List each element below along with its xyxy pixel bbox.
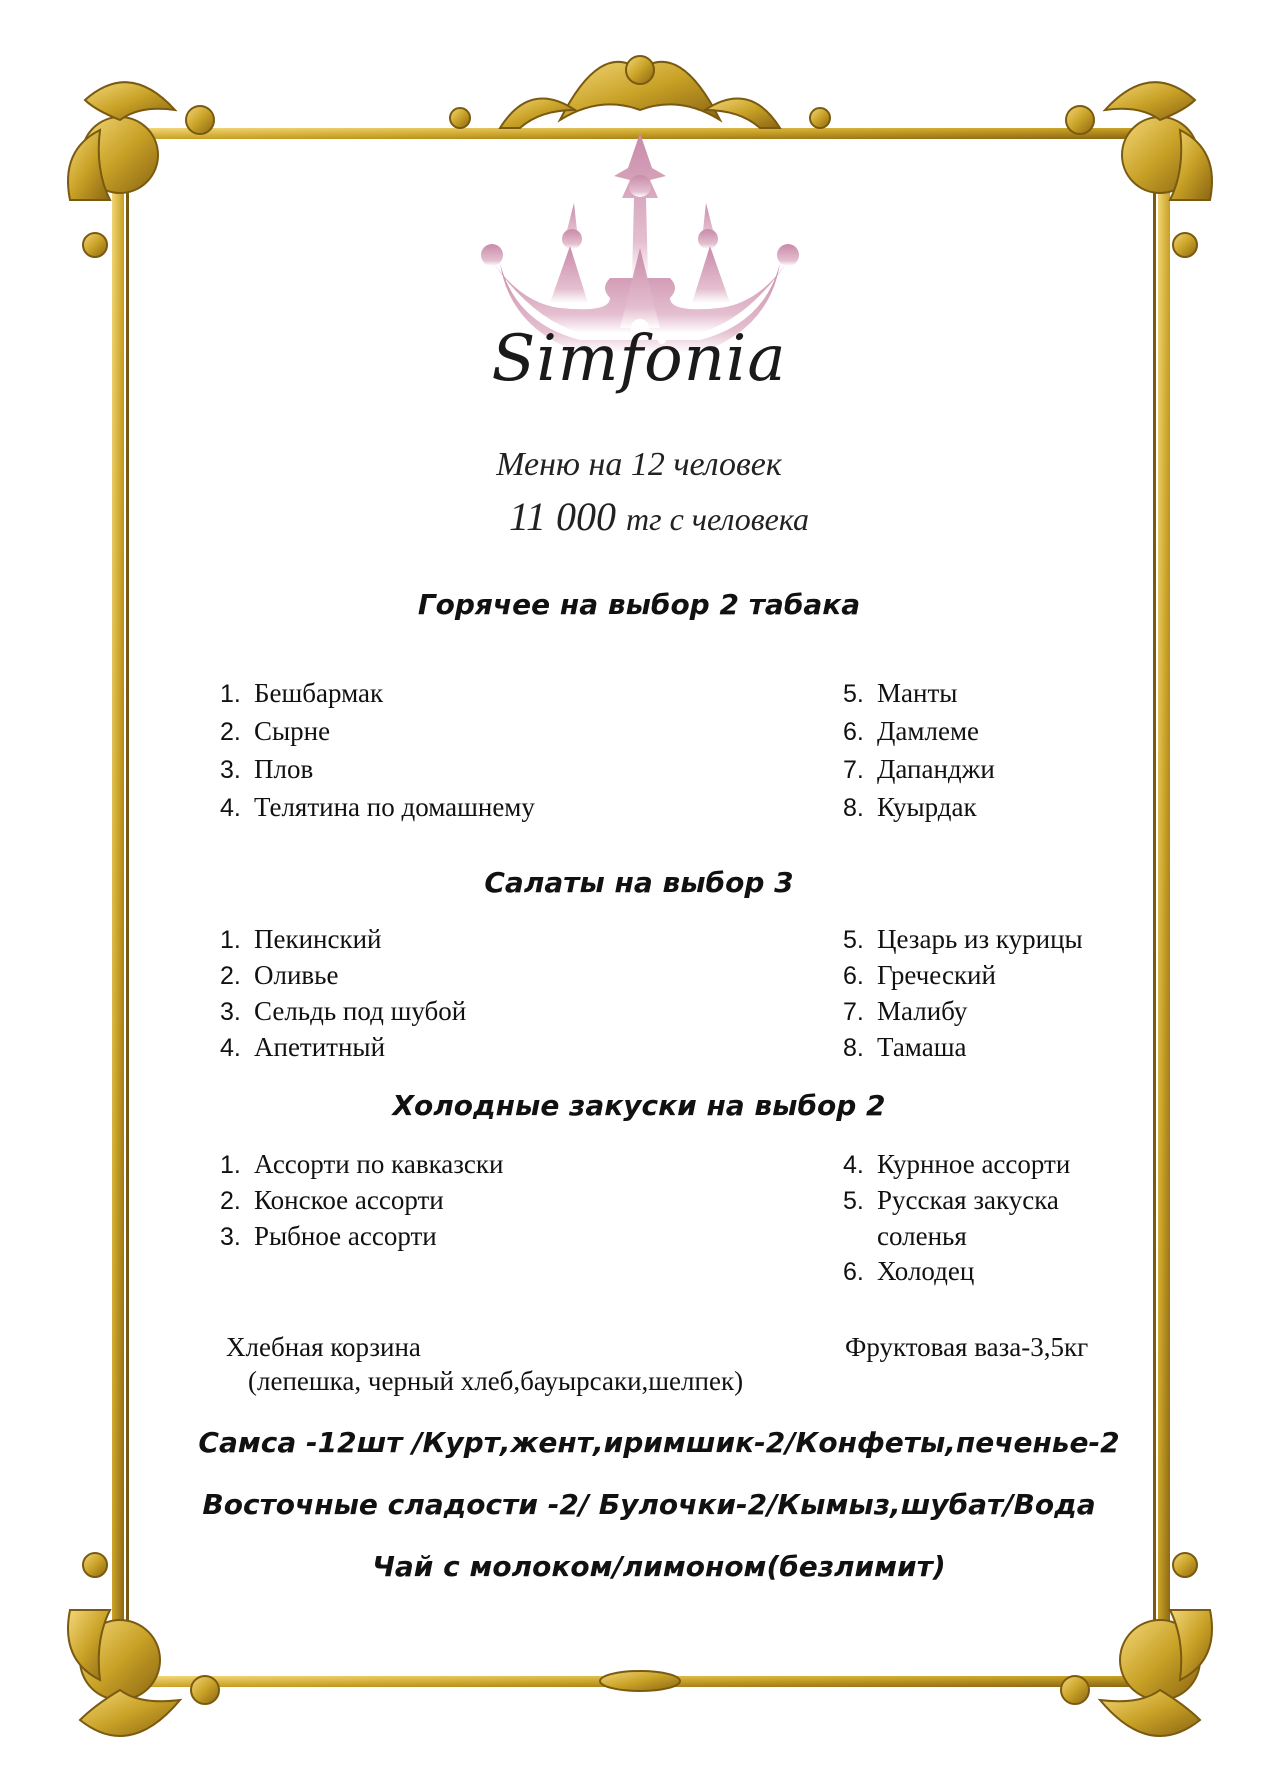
list-item: 4. Апетитный (220, 1032, 386, 1062)
list-item: 5. Манты (843, 678, 958, 708)
list-item: 7. Малибу (843, 996, 968, 1026)
price-line (0, 493, 1278, 540)
cold-list-right (843, 1147, 1070, 1290)
bread-basket-title: Хлебная корзина (226, 1332, 421, 1362)
list-item: 6. Греческий (843, 960, 996, 990)
list-item: 4. Телятина по домашнему (220, 792, 535, 822)
list-item: 6. Дамлеме (843, 716, 980, 746)
bread-basket-detail: (лепешка, черный хлеб,бауырсаки,шелпек) (248, 1366, 744, 1396)
hot-list-left (220, 675, 535, 827)
corner-ornament-top-right-icon (1066, 82, 1212, 257)
cold-list-left (220, 1147, 504, 1255)
list-item: 2. Сырне (220, 716, 331, 746)
list-item: 3. Сельдь под шубой (220, 996, 467, 1026)
list-item: 2. Конское ассорти (220, 1185, 444, 1215)
bottom-ornament-icon (600, 1671, 680, 1691)
list-item: 5. Цезарь из курицы (843, 924, 1083, 954)
footer-line-samsa: Самса -12шт /Курт,жент,иримшик-2/Конфеты,печенье-2 (198, 1426, 1120, 1459)
list-item: соленья (877, 1221, 967, 1251)
list-item: 7. Дапанджи (843, 754, 995, 784)
list-item: 6. Холодец (843, 1256, 975, 1286)
list-item: 8. Тамаша (843, 1032, 967, 1062)
brand-logo-text: Simfonia (491, 322, 787, 396)
list-item: 1. Пекинский (220, 924, 382, 954)
list-item: 2. Оливье (220, 960, 339, 990)
list-item: 4. Курнное ассорти (843, 1149, 1071, 1179)
section-title-salads: Салаты на выбор 3 (484, 866, 794, 899)
corner-ornament-top-left-icon (68, 82, 214, 257)
footer-line-tea: Чай с молоком/лимоном(безлимит) (372, 1550, 946, 1583)
list-item: 3. Рыбное ассорти (220, 1221, 437, 1251)
list-item: 5. Русская закуска (843, 1185, 1059, 1215)
menu-subtitle: Меню на 12 человек (496, 446, 782, 483)
list-item: 1. Ассорти по кавказски (220, 1149, 504, 1179)
list-item: 8. Куырдак (843, 792, 977, 822)
price-suffix: тг с человека (625, 501, 810, 537)
hot-list-right (843, 675, 995, 827)
footer-line-sweets: Восточные сладости -2/ Булочки-2/Кымыз,шубат/Вода (202, 1488, 1096, 1521)
top-ornament-icon (450, 56, 830, 128)
price-amount: 11 000 (508, 494, 616, 539)
fruit-vase: Фруктовая ваза-3,5кг (845, 1332, 1089, 1362)
list-item: 1. Бешбармак (220, 678, 384, 708)
section-title-cold-snacks: Холодные закуски на выбор 2 (392, 1089, 886, 1122)
salads-list-right (843, 922, 1083, 1066)
section-title-hot: Горячее на выбор 2 табака (417, 588, 861, 621)
list-item: 3. Плов (220, 754, 314, 784)
salads-list-left (220, 922, 466, 1066)
